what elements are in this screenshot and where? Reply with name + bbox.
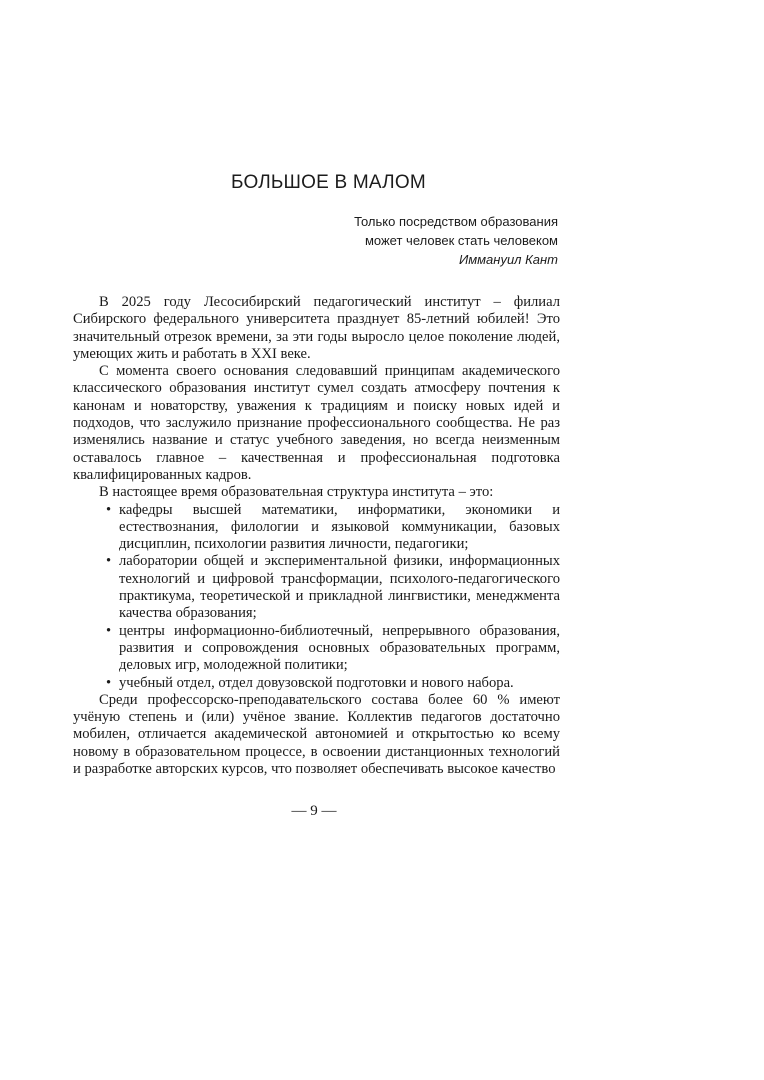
bullet-icon: • [106,674,112,691]
epigraph-author: Иммануил Кант [458,252,558,267]
structure-list [73,502,560,692]
paragraph-anniversary: В 2025 году Лесосибирский педагогический институт – филиал Сибирского федерального университета празднует 85-летний юбилей! Это значительный отрезок времени, за эти годы выросло целое поколение людей, умеющих жить и работать в XXI веке. [73,294,560,362]
paragraph-structure-intro: В настоящее время образовательная структура института – это: [99,484,494,501]
epigraph-line-1: Только посредством образования [354,214,558,229]
list-item-text: центры информационно-библиотечный, непрерывного образования, развития и сопровождения основных образовательных программ, деловых игр, молодежной политики; [119,622,560,674]
body-text [73,294,560,778]
bullet-icon: • [106,501,112,518]
bullet-icon: • [106,553,112,570]
list-item [73,553,560,622]
list-item [73,623,560,675]
list-item-text: учебный отдел, отдел довузовской подготовки и нового набора. [119,674,514,691]
list-item [73,502,560,554]
list-item-text: кафедры высшей математики, информатики, экономики и естествознания, филологии и языковой коммуникации, базовых дисциплин, психологии развития личности, педагогики; [119,501,560,553]
list-item-text: лаборатории общей и экспериментальной физики, информационных технологий и цифровой трансформации, психолого-педагогического практикума, теоретической и прикладной лингвистики, менеджмента качества образования; [119,553,560,622]
list-item [73,675,560,692]
page-number: — 9 — [291,803,337,819]
bullet-icon: • [106,622,112,639]
chapter-title: БОЛЬШОЕ В МАЛОМ [231,172,426,193]
epigraph [218,212,558,269]
paragraph-staff: Среди профессорско-преподавательского состава более 60 % имеют учёную степень и (или) учёное звание. Коллектив педагогов достаточно мобилен, отличается академической автономией и открытостью ко всему новому в образовательном процессе, в освоении дистанционных технологий и разработке авторских курсов, что позволяет обеспечивать высокое качество [73,691,560,778]
paragraph-history: С момента своего основания следовавший принципам академического классического образования институт сумел создать атмосферу почтения к канонам и новаторству, уважения к традициям и поиску новых идей и подходов, что заслужило признание профессионального сообщества. Не раз изменялись название и статус учебного заведения, но всегда неизменным оставалось главное – качественная и профессиональная подготовка квалифицированных кадров. [73,363,560,483]
epigraph-line-2: может человек стать человеком [364,233,558,248]
